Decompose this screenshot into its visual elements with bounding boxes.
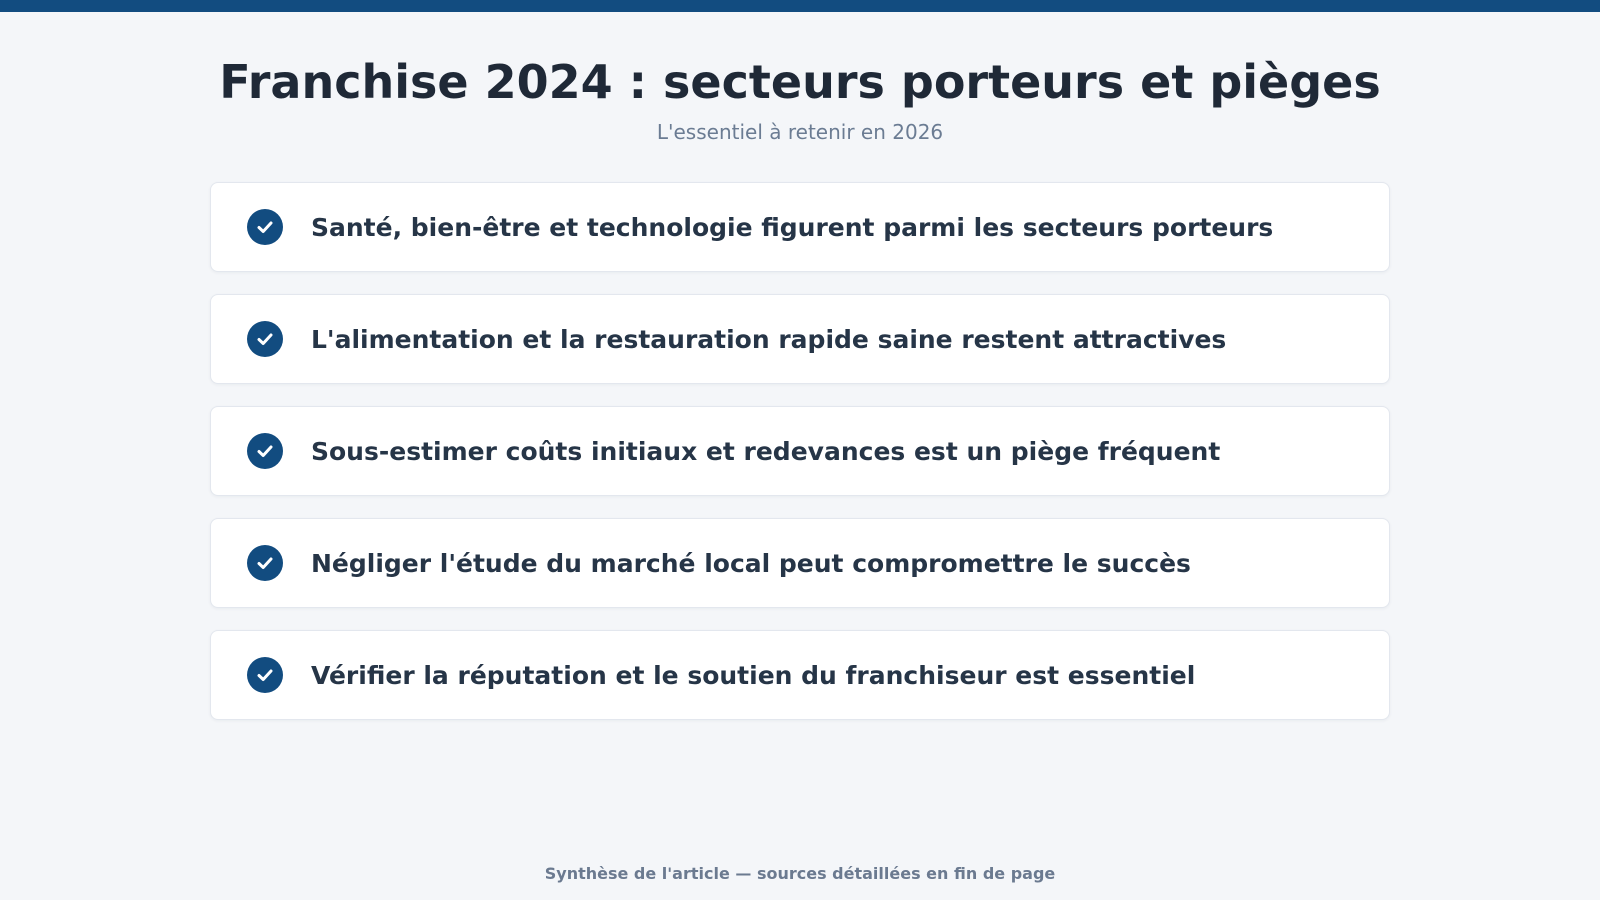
- takeaway-text: L'alimentation et la restauration rapide saine restent attractives: [311, 324, 1227, 354]
- top-accent-bar: [0, 0, 1600, 12]
- takeaway-card: [210, 182, 1390, 272]
- check-circle-icon: [247, 209, 283, 245]
- takeaway-text: Sous-estimer coûts initiaux et redevances est un piège fréquent: [311, 436, 1221, 466]
- takeaway-text: Santé, bien-être et technologie figurent parmi les secteurs porteurs: [311, 212, 1274, 242]
- page-title: Franchise 2024 : secteurs porteurs et pièges: [219, 55, 1381, 109]
- check-circle-icon: [247, 321, 283, 357]
- check-circle-icon: [247, 433, 283, 469]
- takeaway-list: [210, 182, 1390, 742]
- check-circle-icon: [247, 545, 283, 581]
- page-subtitle: L'essentiel à retenir en 2026: [656, 120, 944, 144]
- check-circle-icon: [247, 657, 283, 693]
- takeaway-text: Négliger l'étude du marché local peut compromettre le succès: [311, 548, 1191, 578]
- takeaway-text: Vérifier la réputation et le soutien du franchiseur est essentiel: [311, 660, 1196, 690]
- footer-note: Synthèse de l'article — sources détaillées en fin de page: [544, 864, 1056, 883]
- takeaway-card: [210, 518, 1390, 608]
- takeaway-card: [210, 406, 1390, 496]
- takeaway-card: [210, 630, 1390, 720]
- takeaway-card: [210, 294, 1390, 384]
